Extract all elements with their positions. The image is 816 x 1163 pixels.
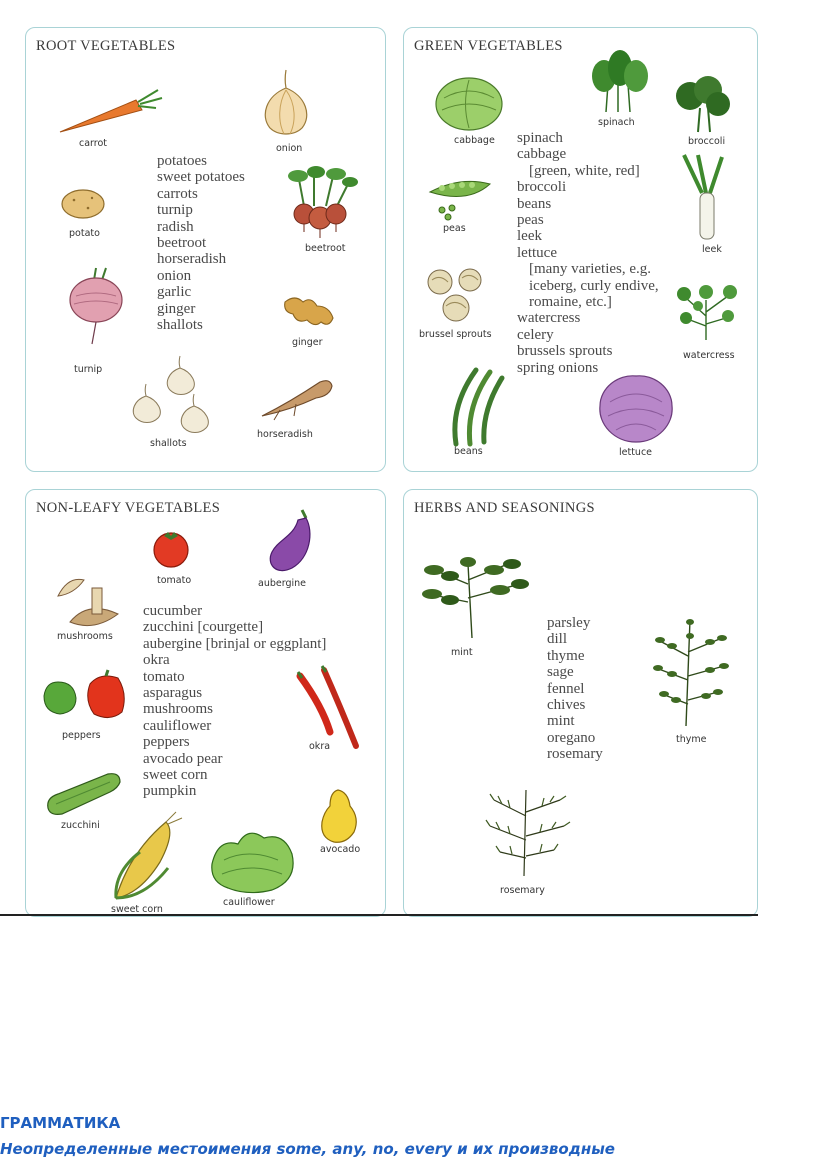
beetroot-caption: beetroot: [305, 243, 346, 254]
word: sweet potatoes: [157, 169, 245, 186]
word: cauliflower: [143, 717, 212, 734]
watercress-caption: watercress: [683, 350, 735, 361]
shallots-illustration: [126, 354, 216, 434]
turnip-caption: turnip: [74, 364, 103, 375]
word: ginger: [157, 300, 196, 317]
word: [many varieties, e.g.: [529, 261, 652, 278]
mushrooms-caption: mushrooms: [57, 631, 113, 642]
word: potatoes: [157, 153, 207, 169]
word: carrots: [157, 185, 198, 202]
sweet-corn-caption: sweet corn: [111, 904, 163, 915]
panel-green-vegetables: [403, 27, 758, 472]
spinach-caption: spinach: [598, 117, 635, 128]
lettuce-caption: lettuce: [619, 447, 653, 458]
word: garlic: [157, 284, 192, 301]
word: oregano: [547, 729, 596, 746]
word: cucumber: [143, 603, 203, 619]
word: parsley: [547, 615, 591, 631]
leek-illustration: [678, 153, 728, 243]
word: brussels sprouts: [517, 343, 613, 360]
zucchini-caption: zucchini: [61, 820, 100, 831]
panel-title: NON-LEAFY VEGETABLES: [36, 500, 221, 516]
spinach-illustration: [586, 48, 652, 114]
beans-illustration: [446, 366, 506, 446]
aubergine-illustration: [266, 508, 316, 574]
turnip-illustration: [66, 266, 128, 346]
onion-illustration: [256, 68, 316, 138]
panel-title: ROOT VEGETABLES: [36, 38, 176, 54]
rosemary-caption: rosemary: [500, 885, 545, 896]
mint-illustration: [416, 554, 536, 640]
word: turnip: [157, 202, 193, 219]
thyme-caption: thyme: [676, 734, 707, 745]
grammar-subheading: Неопределенные местоимения some, any, no, every и их производные: [0, 1140, 615, 1158]
word: beans: [517, 195, 552, 212]
carrot-illustration: [58, 88, 163, 138]
word: shallots: [157, 317, 203, 334]
ginger-illustration: [281, 292, 339, 332]
word: sage: [547, 664, 574, 681]
word: onion: [157, 267, 192, 284]
word: dill: [547, 631, 568, 648]
brussel-sprouts-caption: brussel sprouts: [419, 329, 492, 340]
word: okra: [143, 652, 170, 669]
peas-illustration: [428, 176, 494, 222]
word: chives: [547, 697, 586, 714]
word: tomato: [143, 668, 185, 685]
word: aubergine [brinjal or eggplant]: [143, 635, 327, 652]
cauliflower-caption: cauliflower: [223, 897, 275, 908]
broccoli-illustration: [670, 74, 736, 134]
okra-illustration: [296, 666, 362, 750]
avocado-illustration: [318, 788, 360, 844]
potato-caption: potato: [69, 228, 100, 239]
brussel-sprouts-illustration: [426, 266, 486, 324]
word: watercress: [517, 310, 581, 327]
word: lettuce: [517, 244, 557, 261]
word: thyme: [547, 647, 585, 664]
panel-title: HERBS AND SEASONINGS: [414, 500, 595, 516]
word: spinach: [517, 130, 563, 146]
word: pumpkin: [143, 783, 197, 800]
rosemary-illustration: [480, 786, 572, 878]
word: fennel: [547, 680, 585, 697]
mint-caption: mint: [451, 647, 473, 658]
potato-illustration: [60, 188, 106, 220]
peppers-caption: peppers: [62, 730, 101, 741]
word: iceberg, curly endive,: [529, 277, 659, 294]
word: beetroot: [157, 235, 207, 252]
word: sweet corn: [143, 767, 208, 784]
leek-caption: leek: [702, 244, 722, 255]
ginger-caption: ginger: [292, 337, 323, 348]
word: radish: [157, 218, 194, 235]
panel-root-vegetables: [25, 27, 386, 472]
shallots-caption: shallots: [150, 438, 187, 449]
word: rosemary: [547, 746, 603, 763]
tomato-caption: tomato: [157, 575, 192, 586]
avocado-caption: avocado: [320, 844, 361, 855]
word: mushrooms: [143, 701, 214, 718]
word: broccoli: [517, 179, 567, 196]
word: horseradish: [157, 251, 227, 268]
grammar-heading: ГРАММАТИКА: [0, 1114, 121, 1132]
mushrooms-illustration: [54, 574, 124, 628]
zucchini-illustration: [44, 768, 124, 818]
horseradish-caption: horseradish: [257, 429, 313, 440]
cauliflower-illustration: [208, 824, 298, 894]
panel-herbs-and-seasonings: [403, 489, 758, 917]
word: avocado pear: [143, 750, 223, 767]
word-list: [157, 153, 245, 333]
word-list: [517, 130, 659, 376]
horseradish-illustration: [260, 376, 336, 422]
broccoli-caption: broccoli: [688, 136, 726, 147]
lettuce-illustration: [596, 372, 676, 444]
okra-caption: okra: [309, 741, 331, 752]
peas-caption: peas: [443, 223, 466, 234]
panel-title: GREEN VEGETABLES: [414, 38, 563, 54]
page-divider: [0, 914, 758, 916]
word: asparagus: [143, 685, 203, 702]
word: zucchini [courgette]: [143, 619, 264, 636]
beans-caption: beans: [454, 446, 483, 457]
carrot-caption: carrot: [79, 138, 108, 149]
aubergine-caption: aubergine: [258, 578, 306, 589]
word: [green, white, red]: [529, 162, 640, 179]
word: peppers: [143, 734, 190, 751]
word: mint: [547, 713, 575, 730]
word: celery: [517, 326, 554, 343]
thyme-illustration: [646, 616, 734, 728]
word: leek: [517, 228, 542, 245]
beetroot-illustration: [284, 166, 359, 241]
cabbage-illustration: [434, 76, 504, 132]
word: romaine, etc.]: [529, 294, 612, 311]
watercress-illustration: [672, 276, 742, 342]
word: spring onions: [517, 359, 599, 376]
cabbage-caption: cabbage: [454, 135, 495, 146]
peppers-illustration: [40, 670, 130, 726]
word: peas: [517, 212, 544, 229]
onion-caption: onion: [276, 143, 303, 154]
word: cabbage: [517, 146, 567, 163]
tomato-illustration: [150, 528, 192, 568]
sweet-corn-illustration: [110, 812, 186, 902]
panel-non-leafy-vegetables: [25, 489, 386, 917]
word-list: [547, 615, 603, 763]
